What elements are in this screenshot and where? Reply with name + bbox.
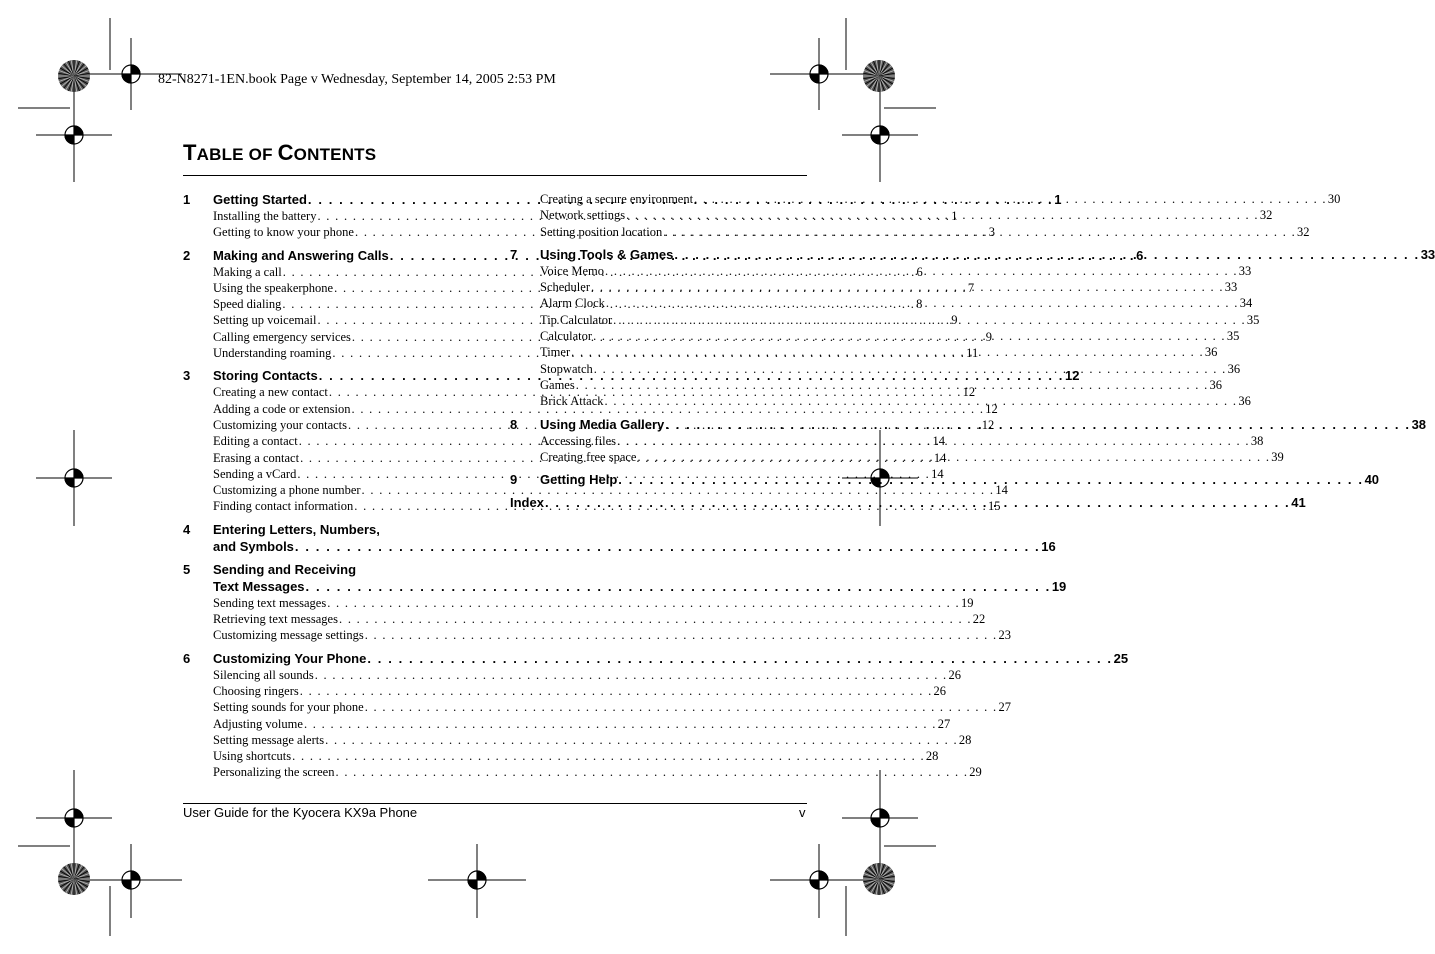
chapter-number: 7 (510, 246, 518, 262)
toc-entry-page: 15 (988, 499, 1001, 514)
toc-entry-title: Network settings (540, 208, 626, 223)
dot-leader (594, 362, 1227, 377)
chapter-number: 4 (183, 521, 191, 537)
toc-entry-title: Understanding roaming (213, 346, 332, 361)
toc-entry-page: 14 (931, 466, 944, 481)
dot-leader (295, 539, 1040, 554)
toc-entry-page: 14 (933, 450, 947, 465)
dot-leader (365, 700, 998, 715)
toc-entry-page: 39 (1271, 449, 1284, 464)
toc-entry-page: 7 (967, 280, 975, 295)
toc-entry[interactable] (213, 765, 982, 781)
toc-entry[interactable] (213, 483, 1008, 499)
toc-entry-page: 36 (1227, 361, 1241, 376)
crosshair-mark-icon (122, 65, 140, 83)
toc-entry-title: Creating free space (540, 449, 637, 464)
toc-entry-title: Creating a new contact (213, 385, 328, 400)
toc-entry[interactable] (540, 263, 1252, 280)
chapter-number: 1 (183, 192, 191, 207)
toc-entry-title: Setting message alerts (213, 732, 325, 747)
dot-leader (339, 612, 972, 627)
toc-chapter-heading[interactable] (183, 650, 1129, 668)
toc-entry-title: Games (540, 377, 575, 392)
toc-entry-title: Scheduler (540, 280, 590, 295)
toc-entry-title: Accessing files (540, 433, 617, 448)
toc-entry-title: Customizing a phone number (213, 483, 361, 498)
toc-entry-title: Setting up voicemail (213, 313, 317, 328)
dot-leader (325, 733, 958, 748)
chapter-title: Text Messages (213, 578, 305, 594)
crosshair-mark-icon (65, 469, 83, 487)
footer-guide-title: User Guide for the Kyocera KX9a Phone (183, 805, 418, 820)
chapter-title: and Symbols (213, 538, 294, 554)
toc-entry-title: Brick Attack (540, 394, 604, 409)
chapter-page: 25 (1113, 650, 1129, 666)
chapter-number: 8 (510, 416, 518, 432)
chapter-title-line1: Entering Letters, Numbers, (213, 521, 380, 537)
toc-entry-page: 9 (951, 313, 958, 328)
crosshair-mark-icon (871, 126, 889, 144)
toc-entry-page: 9 (985, 329, 992, 344)
chapter-page: 33 (1420, 246, 1435, 262)
toc-entry-title: Customizing your contacts (213, 417, 348, 432)
dot-leader (306, 579, 1051, 594)
toc-entry-page: 29 (969, 765, 982, 780)
crosshair-mark-icon (65, 809, 83, 827)
toc-entry-title: Setting sounds for your phone (213, 700, 364, 715)
dot-leader (365, 628, 998, 643)
chapter-number: 5 (183, 561, 191, 577)
toc-entry[interactable] (540, 329, 1240, 345)
toc-entry-page: 33 (1224, 280, 1238, 295)
toc-entry[interactable] (540, 280, 1238, 296)
crosshair-mark-icon (871, 809, 889, 827)
toc-entry-page: 36 (1209, 377, 1222, 392)
toc-entry-page: 27 (937, 716, 951, 731)
toc-entry[interactable] (213, 612, 986, 628)
chapter-page: 41 (1291, 495, 1306, 511)
toc-entry[interactable] (213, 700, 1011, 716)
crosshair-mark-icon (65, 126, 83, 144)
toc-entry[interactable] (213, 628, 1011, 644)
chapter-title: Getting Started (213, 192, 307, 207)
starburst-mark-icon (863, 863, 895, 895)
dot-leader (626, 208, 1259, 223)
chapter-number: 6 (183, 650, 191, 666)
toc-entry-page: 19 (960, 595, 974, 610)
dot-leader (663, 225, 1296, 240)
starburst-mark-icon (58, 863, 90, 895)
toc-entry-page: 8 (916, 297, 923, 312)
toc-entry-title: Voice Memo (540, 263, 604, 278)
toc-entry-page: 34 (1239, 296, 1253, 311)
dot-leader (606, 296, 1239, 311)
toc-entry-title: Retrieving text messages (213, 612, 338, 627)
dot-leader (665, 417, 1410, 432)
toc-entry-title: Choosing ringers (213, 683, 299, 698)
toc-entry-page: 6 (916, 264, 923, 279)
toc-entry-page: 28 (925, 749, 939, 764)
toc-chapter-heading[interactable] (183, 561, 1067, 596)
dot-leader (593, 329, 1226, 344)
toc-entry-title: Personalizing the screen (213, 765, 335, 780)
toc-entry-title: Adjusting volume (213, 716, 303, 731)
toc-entry-title: Calling emergency services (213, 329, 351, 344)
dot-leader (605, 394, 1238, 409)
toc-entry-page: 36 (1238, 394, 1251, 409)
dot-leader (637, 450, 1270, 465)
toc-entry[interactable] (540, 208, 1273, 224)
toc-entry-page: 38 (1250, 433, 1264, 448)
toc-entry[interactable] (213, 683, 947, 700)
toc-entry-page: 14 (995, 483, 1008, 498)
dot-leader (315, 668, 948, 683)
toc-entry-page: 32 (1259, 208, 1273, 223)
toc-entry-page: 1 (951, 209, 958, 223)
dot-leader (571, 345, 1204, 360)
dot-leader (367, 651, 1112, 666)
title-rule (183, 175, 807, 176)
toc-entry-page: 11 (966, 346, 979, 361)
toc-entry[interactable] (540, 312, 1260, 329)
crosshair-mark-icon (122, 871, 140, 889)
toc-entry[interactable] (213, 716, 951, 733)
chapter-number: 2 (183, 247, 191, 263)
chapter-page: 16 (1041, 538, 1056, 554)
chapter-page: 12 (1065, 368, 1080, 384)
toc-entry-title: Customizing message settings (213, 628, 364, 643)
toc-entry-title: Creating a secure environment (540, 192, 694, 206)
toc-entry[interactable] (540, 296, 1253, 312)
page-title: TABLE OF CONTENTS (183, 140, 377, 165)
chapter-page: 19 (1051, 578, 1067, 594)
toc-entry-title: Alarm Clock (540, 296, 605, 311)
toc-entry-title: Using the speakerphone (213, 280, 334, 295)
toc-entry-page: 35 (1226, 329, 1240, 344)
book-header-line: 82-N8271-1EN.book Page v Wednesday, September 14, 2005 2:53 PM (158, 72, 556, 87)
chapter-page: 1 (1054, 192, 1062, 207)
toc-entry-page: 33 (1238, 263, 1252, 278)
toc-entry[interactable] (213, 749, 939, 765)
chapter-title: Customizing Your Phone (213, 650, 367, 666)
chapter-title: Storing Contacts (213, 368, 318, 384)
toc-entry-page: 27 (998, 700, 1011, 715)
toc-entry-title: Using shortcuts (213, 749, 292, 764)
toc-entry-page: 12 (981, 417, 995, 432)
chapter-title: Using Media Gallery (540, 416, 665, 432)
toc-entry-page: 35 (1246, 312, 1260, 327)
dot-leader (335, 765, 968, 780)
dot-leader (618, 472, 1363, 487)
toc-entry-page: 28 (958, 732, 972, 747)
dot-leader (576, 378, 1209, 393)
toc-entry-page: 22 (972, 612, 986, 627)
dot-leader (605, 264, 1238, 279)
dot-leader (300, 684, 933, 699)
chapter-number: 3 (183, 368, 191, 384)
toc-section (183, 561, 1067, 645)
toc-entry-page: 30 (1327, 192, 1341, 206)
toc-entry-title: Adding a code or extension (213, 401, 351, 416)
starburst-mark-icon (58, 60, 90, 92)
chapter-title: Getting Help (540, 472, 618, 488)
crosshair-mark-icon (810, 871, 828, 889)
toc-entry[interactable] (540, 224, 1310, 241)
toc-entry-page: 36 (1204, 345, 1218, 360)
toc-entry-title: Calculator (540, 329, 593, 344)
dot-leader (327, 596, 960, 611)
crosshair-mark-icon (468, 871, 486, 889)
toc-entry-title: Installing the battery (213, 209, 317, 223)
chapter-page: 40 (1364, 472, 1380, 488)
dot-leader (694, 192, 1327, 207)
dot-leader (591, 280, 1224, 295)
toc-entry-title: Editing a contact (213, 434, 298, 449)
toc-entry-title: Sending a vCard (213, 466, 297, 481)
toc-entry-title: Timer (540, 345, 571, 360)
toc-entry-page: 26 (948, 667, 961, 682)
toc-entry-title: Speed dialing (213, 297, 282, 312)
dot-leader (674, 247, 1419, 262)
toc-entry-title: Making a call (213, 264, 282, 279)
toc-entry[interactable] (213, 595, 974, 612)
dot-leader (292, 749, 925, 764)
toc-entry-page: 12 (985, 401, 998, 416)
footer-page-number: v (799, 805, 806, 820)
toc-entry-title: Finding contact information (213, 499, 354, 514)
toc-entry-title: Silencing all sounds (213, 667, 314, 682)
toc-section (183, 521, 1056, 556)
toc-entry-page: 32 (1297, 224, 1310, 239)
chapter-number: 9 (510, 472, 518, 488)
chapter-title: Index (510, 495, 544, 511)
toc-section (183, 650, 1129, 782)
dot-leader (304, 717, 937, 732)
toc-chapter-heading[interactable] (510, 246, 1435, 264)
toc-entry-title: Stopwatch (540, 361, 593, 376)
toc-entry-title: Getting to know your phone (213, 225, 354, 240)
footer-rule (183, 803, 807, 804)
toc-entry-title: Tip Calculator (540, 312, 613, 327)
toc-entry-page: 3 (988, 225, 995, 240)
dot-leader (545, 495, 1290, 510)
toc-section-continued (510, 192, 1341, 241)
chapter-page: 38 (1411, 416, 1427, 432)
toc-entry-page: 23 (998, 628, 1011, 643)
toc-entry[interactable] (213, 667, 961, 684)
toc-entry-page: 12 (962, 385, 976, 400)
chapter-title-line1: Sending and Receiving (213, 561, 357, 577)
toc-chapter-heading[interactable] (183, 521, 1056, 556)
toc-entry[interactable] (213, 732, 972, 749)
chapter-title: Making and Answering Calls (213, 247, 389, 263)
toc-entry-title: Setting position location (540, 224, 663, 239)
toc-entry-page: 26 (933, 683, 947, 698)
toc-entry-title: Erasing a contact (213, 450, 300, 465)
toc-entry[interactable] (213, 385, 976, 401)
crosshair-mark-icon (810, 65, 828, 83)
dot-leader (613, 313, 1246, 328)
toc-entry-title: Sending text messages (213, 595, 327, 610)
toc-entry-page: 14 (932, 434, 945, 449)
toc-entry[interactable] (540, 192, 1341, 208)
chapter-page: 6 (1136, 247, 1144, 263)
dot-leader (617, 434, 1250, 449)
starburst-mark-icon (863, 60, 895, 92)
chapter-title: Using Tools & Games (540, 246, 674, 262)
